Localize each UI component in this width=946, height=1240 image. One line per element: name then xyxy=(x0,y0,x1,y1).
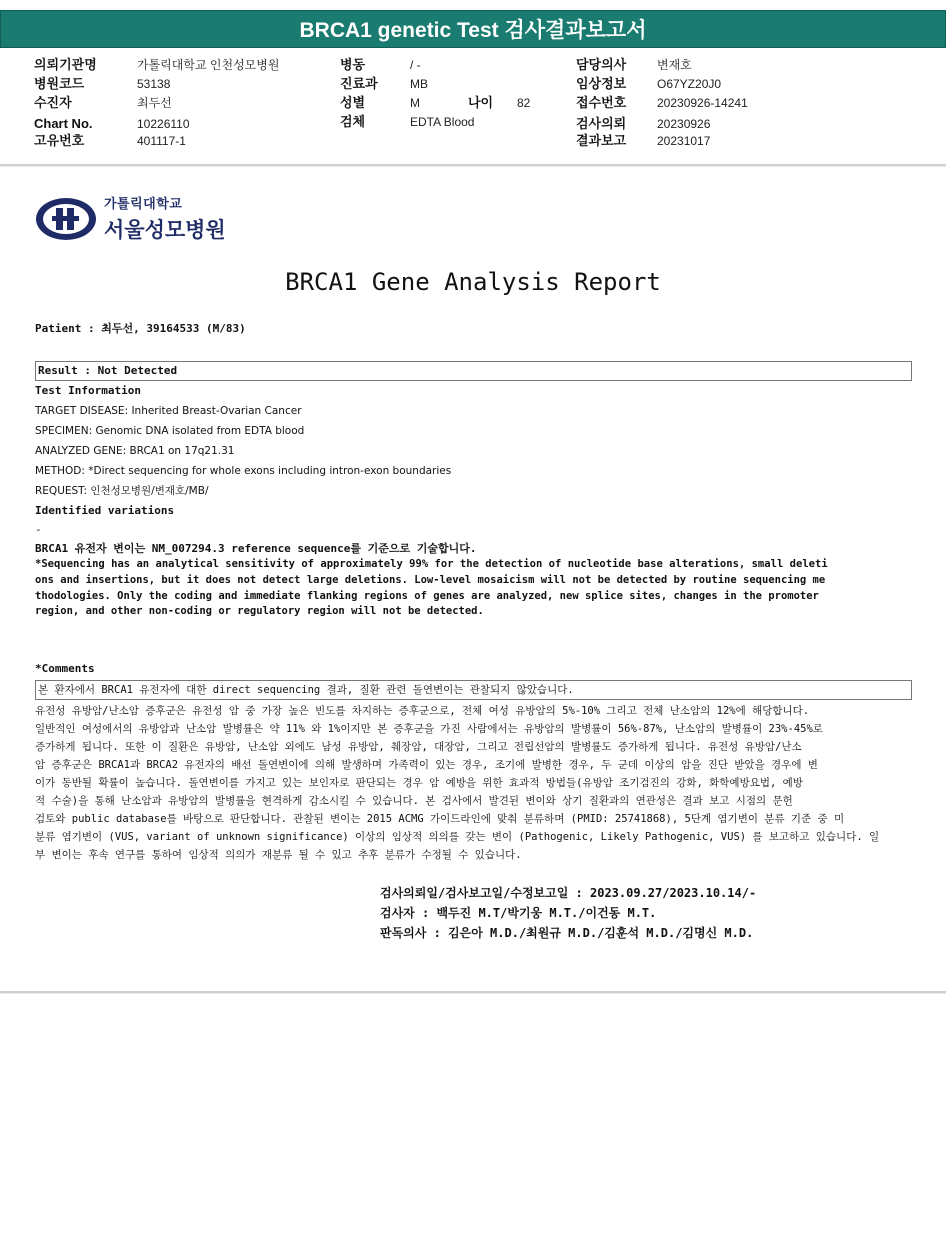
header-value: 변재호 xyxy=(657,58,692,72)
sensitivity-line: ons and insertions, but it does not detect large deletions. Low-level mosaicism will not be detected by routine sequencing me xyxy=(35,574,826,586)
header-value: 20230926-14241 xyxy=(657,96,748,110)
comment-line: 부 변이는 후속 연구를 통하여 임상적 의의가 재분류 될 수 있고 추후 분류가 수정될 수 있습니다. xyxy=(35,849,522,861)
identified-value: - xyxy=(35,523,42,536)
header-label: 진료과 xyxy=(340,76,378,91)
logo-line1: 가톨릭대학교 xyxy=(104,196,183,211)
footer-divider xyxy=(0,991,946,994)
header-label: 병원코드 xyxy=(34,76,85,91)
comments-heading: *Comments xyxy=(35,662,95,675)
header-value: 20230926 xyxy=(657,117,711,131)
identified-heading: Identified variations xyxy=(35,504,175,517)
report-dates: 검사의뢰일/검사보고일/수정보고일 : 2023.09.27/2023.10.14/- xyxy=(380,886,757,900)
header-divider xyxy=(0,164,946,167)
test-info-heading: Test Information xyxy=(35,384,141,397)
sensitivity-line: *Sequencing has an analytical sensitivity of approximately 99% for the detection of nucleotide base alterations, small deleti xyxy=(35,558,828,570)
header-value: 401117-1 xyxy=(137,134,186,148)
header-value: / - xyxy=(410,58,421,72)
report-title: BRCA1 Gene Analysis Report xyxy=(285,268,661,296)
header-label: Chart No. xyxy=(34,116,93,131)
sensitivity-line: thodologies. Only the coding and immediate flanking regions of genes are analyzed, new splice sites, changes in the promoter xyxy=(35,590,819,602)
header-label: 담당의사 xyxy=(576,57,627,72)
comment-line: 일반적인 여성에서의 유방암과 난소암 발병률은 약 11% 와 1%이지만 본 증후군을 가진 사람에서는 유방암의 발병률이 56%-87%, 난소암의 발병률이 23%-45%로 xyxy=(35,723,823,735)
header-label: 수진자 xyxy=(34,95,72,110)
sensitivity-line: region, and other non-coding or regulatory region will not be detected. xyxy=(35,605,484,617)
header-value: 10226110 xyxy=(137,117,190,131)
comment-line: 암 증후군은 BRCA1과 BRCA2 유전자의 배선 돌연변이에 의해 발생하며 가족력이 있는 경우, 조기에 발병한 경우, 두 군데 이상의 암을 진단 받았을 경우에 변 xyxy=(35,759,818,771)
header-label: 성별 xyxy=(340,95,366,110)
header-value: EDTA Blood xyxy=(410,115,475,129)
comment-line: 적 수술)을 통해 난소암과 유방암의 발병률을 현격하게 감소시킬 수 있습니다. 본 검사에서 발견된 변이와 상기 질환과의 연관성은 결과 보고 시점의 문헌 xyxy=(35,795,793,807)
header-value: 최두선 xyxy=(137,96,172,110)
header-label: 고유번호 xyxy=(34,133,85,148)
comment-line: 유전성 유방암/난소암 증후군은 유전성 암 중 가장 높은 빈도를 차지하는 증후군으로, 전체 여성 유방암의 5%-10% 그리고 전체 난소암의 12%에 해당합니다. xyxy=(35,705,810,717)
banner-title: BRCA1 genetic Test 검사결과보고서 xyxy=(299,19,647,42)
analyzed-gene: ANALYZED GENE: BRCA1 on 17q21.31 xyxy=(35,445,235,457)
request: REQUEST: 인천성모병원/변재호/MB/ xyxy=(35,485,209,497)
hospital-logo xyxy=(34,193,226,244)
comment-line: 증가하게 됩니다. 또한 이 질환은 유방암, 난소암 외에도 남성 유방암, 췌장암, 대장암, 그리고 전립선암의 발병률도 증가하게 됩니다. 유전성 유방암/난소 xyxy=(35,741,802,753)
comment-line: 검토와 public database를 바탕으로 판단합니다. 관찰된 변이는 2015 ACMG 가이드라인에 맞춰 분류하며 (PMID: 25741868), 5단계 염기변이 분류 기준 중 미 xyxy=(35,813,845,825)
comment-box xyxy=(35,680,912,700)
comment-line: 분류 염기변이 (VUS, variant of unknown significance) 이상의 임상적 의의를 갖는 변이 (Pathogenic, Likely Pathogenic, VUS) 를 보고하고 있습니다. 일 xyxy=(35,831,880,843)
logo-line2: 서울성모병원 xyxy=(104,219,226,242)
header-value: O67YZ20J0 xyxy=(657,77,722,91)
method: METHOD: *Direct sequencing for whole exons including intron-exon boundaries xyxy=(35,465,452,477)
header-label: 결과보고 xyxy=(576,133,627,148)
patient-line: Patient : 최두선, 39164533 (M/83) xyxy=(35,322,246,335)
result-text: Result : Not Detected xyxy=(38,364,178,377)
reference-note: BRCA1 유전자 변이는 NM_007294.3 reference sequence를 기준으로 기술합니다. xyxy=(35,542,477,555)
technicians: 검사자 : 백두진 M.T/박기웅 M.T./이건동 M.T. xyxy=(380,906,657,920)
comment-summary: 본 환자에서 BRCA1 유전자에 대한 direct sequencing 결과, 질환 관련 돌연변이는 관찰되지 않았습니다. xyxy=(38,684,574,696)
header-value: 가톨릭대학교 인천성모병원 xyxy=(137,58,280,72)
specimen: SPECIMEN: Genomic DNA isolated from EDTA blood xyxy=(35,425,305,437)
header-label: 임상정보 xyxy=(576,76,627,91)
header-label: 나이 xyxy=(468,95,494,110)
comment-line: 이가 동반될 확률이 높습니다. 돌연변이를 가지고 있는 보인자로 판단되는 경우 암 예방을 위한 효과적 방법들(유방암 조기검진의 강화, 화학예방요법, 예방 xyxy=(35,777,803,789)
header-label: 병동 xyxy=(340,57,366,72)
header-value: M xyxy=(410,96,420,110)
header-label: 의뢰기관명 xyxy=(34,57,97,72)
header-label: 접수번호 xyxy=(576,95,627,110)
header-value: MB xyxy=(410,77,428,91)
result-box xyxy=(35,361,912,381)
header-value: 53138 xyxy=(137,77,171,91)
header-value: 20231017 xyxy=(657,134,711,148)
header-label: 검사의뢰 xyxy=(576,116,627,131)
report-banner xyxy=(0,10,946,48)
physicians: 판독의사 : 김은아 M.D./최원규 M.D./김훈석 M.D./김명신 M.D. xyxy=(380,926,754,940)
hospital-seal-icon xyxy=(34,196,98,242)
header-value: 82 xyxy=(517,96,531,110)
header-label: 검체 xyxy=(340,114,366,129)
target-disease: TARGET DISEASE: Inherited Breast-Ovarian Cancer xyxy=(35,405,302,417)
